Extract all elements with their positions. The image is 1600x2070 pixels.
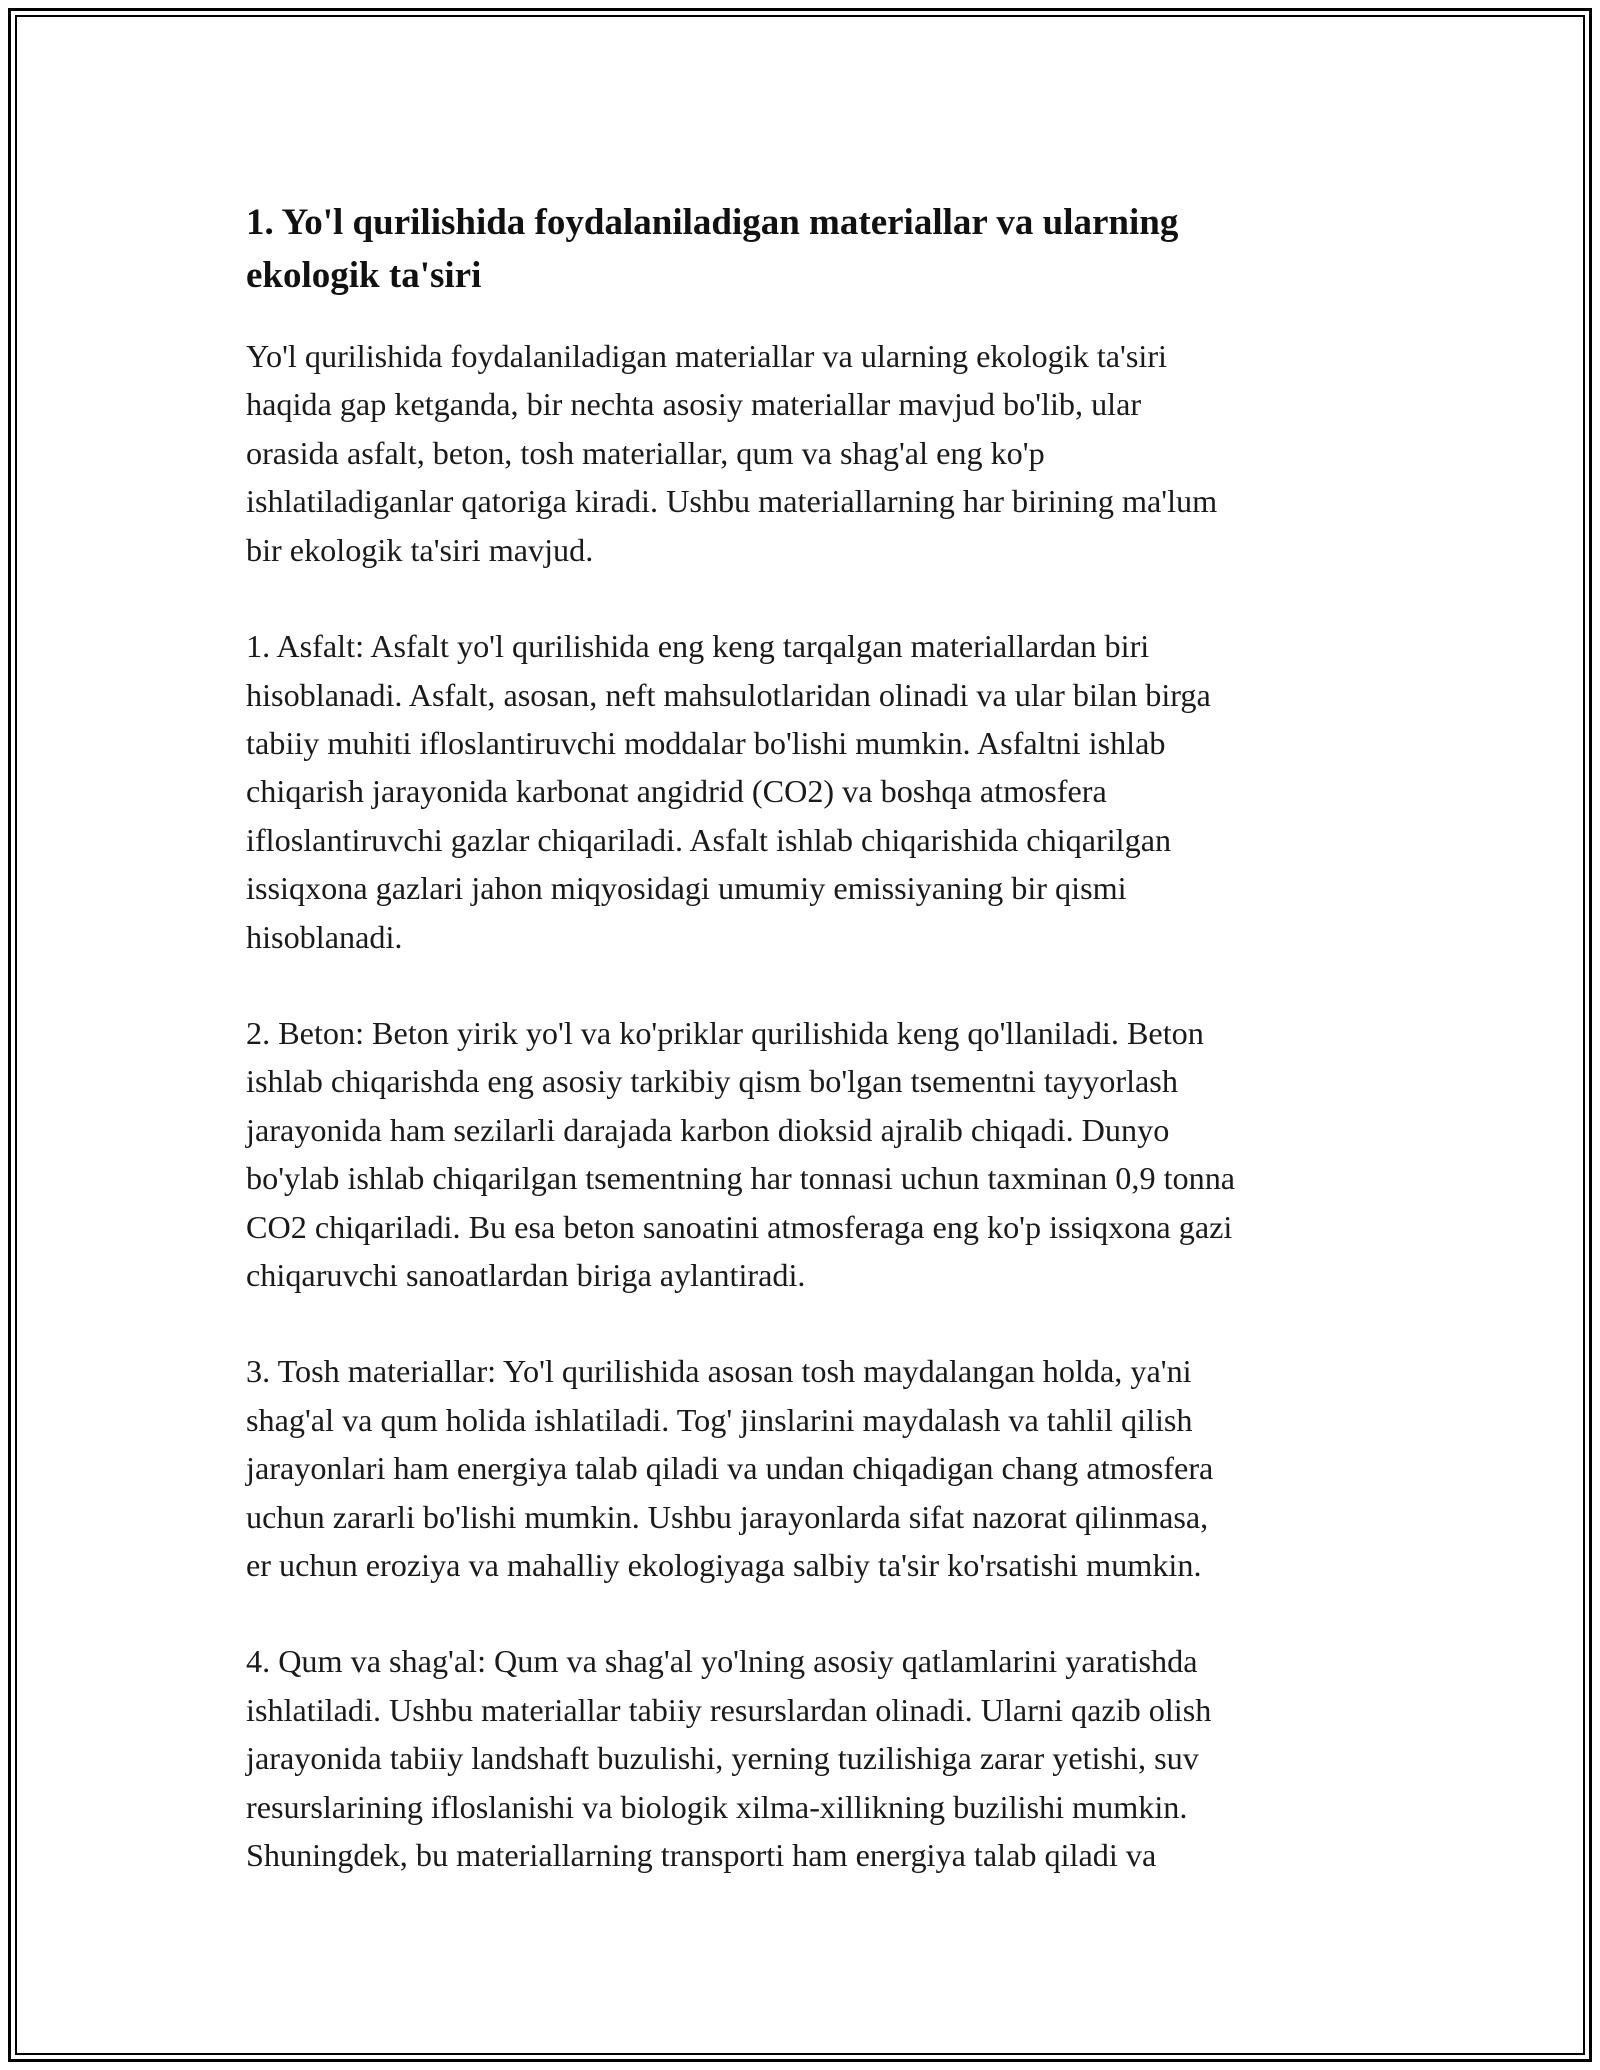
concrete-paragraph	[246, 1009, 1386, 1299]
text-line: 3. Tosh materiallar: Yo'l qurilishida asosan tosh maydalangan holda, ya'ni	[246, 1353, 1192, 1390]
text-line: uchun zararli bo'lishi mumkin. Ushbu jarayonlarda sifat nazorat qilinmasa,	[246, 1498, 1209, 1535]
text-line: tabiiy muhiti ifloslantiruvchi moddalar bo'lishi mumkin. Asfaltni ishlab	[246, 724, 1166, 761]
text-line: 1. Asfalt: Asfalt yo'l qurilishida eng keng tarqalgan materiallardan biri	[246, 628, 1150, 665]
text-line: ishlatiladi. Ushbu materiallar tabiiy resurslardan olinadi. Ularni qazib olish	[246, 1691, 1212, 1728]
heading-line: 1. Yo'l qurilishida foydalaniladigan materiallar va ularning	[246, 202, 1179, 243]
text-line: ishlab chiqarishda eng asosiy tarkibiy qism bo'lgan tsementni tayyorlash	[246, 1063, 1178, 1100]
intro-paragraph	[246, 332, 1386, 574]
text-line: hisoblanadi.	[246, 918, 403, 955]
text-line: bo'ylab ishlab chiqarilgan tsementning har tonnasi uchun taxminan 0,9 tonna	[246, 1160, 1236, 1197]
text-line: haqida gap ketganda, bir nechta asosiy materiallar mavjud bo'lib, ular	[246, 386, 1142, 423]
text-line: chiqarish jarayonida karbonat angidrid (CO2) va boshqa atmosfera	[246, 773, 1107, 810]
text-line: resurslarining ifloslanishi va biologik xilma-xillikning buzilishi mumkin.	[246, 1788, 1188, 1825]
asphalt-paragraph	[246, 622, 1386, 961]
text-line: ifloslantiruvchi gazlar chiqariladi. Asfalt ishlab chiqarishida chiqarilgan	[246, 821, 1172, 858]
text-line: Shuningdek, bu materiallarning transporti ham energiya talab qiladi va	[246, 1837, 1157, 1874]
text-line: 2. Beton: Beton yirik yo'l va ko'priklar qurilishida keng qo'llaniladi. Beton	[246, 1014, 1204, 1051]
stone-materials-paragraph	[246, 1347, 1386, 1589]
text-line: jarayonlari ham energiya talab qiladi va undan chiqadigan chang atmosfera	[246, 1450, 1214, 1487]
text-line: shag'al va qum holida ishlatiladi. Tog' jinslarini maydalash va tahlil qilish	[246, 1401, 1193, 1438]
text-line: Yo'l qurilishida foydalaniladigan materiallar va ularning ekologik ta'siri	[246, 338, 1167, 375]
text-line: ishlatiladiganlar qatoriga kiradi. Ushbu materiallarning har birining ma'lum	[246, 483, 1218, 520]
text-line: chiqaruvchi sanoatlardan biriga aylantiradi.	[246, 1256, 806, 1293]
text-line: bir ekologik ta'siri mavjud.	[246, 531, 594, 568]
text-line: 4. Qum va shag'al: Qum va shag'al yo'lning asosiy qatlamlarini yaratishda	[246, 1643, 1198, 1680]
text-line: hisoblanadi. Asfalt, asosan, neft mahsulotlaridan olinadi va ular bilan birga	[246, 676, 1211, 713]
text-line: issiqxona gazlari jahon miqyosidagi umumiy emissiyaning bir qismi	[246, 870, 1127, 907]
text-line: jarayonida tabiiy landshaft buzulishi, yerning tuzilishiga zarar yetishi, suv	[246, 1740, 1199, 1777]
document-body	[246, 197, 1386, 1879]
section-heading	[246, 197, 1386, 302]
text-line: er uchun eroziya va mahalliy ekologiyaga salbiy ta'sir ko'rsatishi mumkin.	[246, 1547, 1202, 1583]
text-line: CO2 chiqariladi. Bu esa beton sanoatini atmosferaga eng ko'p issiqxona gazi	[246, 1208, 1233, 1245]
text-line: orasida asfalt, beton, tosh materiallar, qum va shag'al eng ko'p	[246, 434, 1045, 471]
text-line: jarayonida ham sezilarli darajada karbon dioksid ajralib chiqadi. Dunyo	[246, 1111, 1170, 1148]
heading-line: ekologik ta'siri	[246, 254, 482, 296]
page-border	[8, 8, 1592, 2062]
sand-gravel-paragraph	[246, 1637, 1386, 1879]
